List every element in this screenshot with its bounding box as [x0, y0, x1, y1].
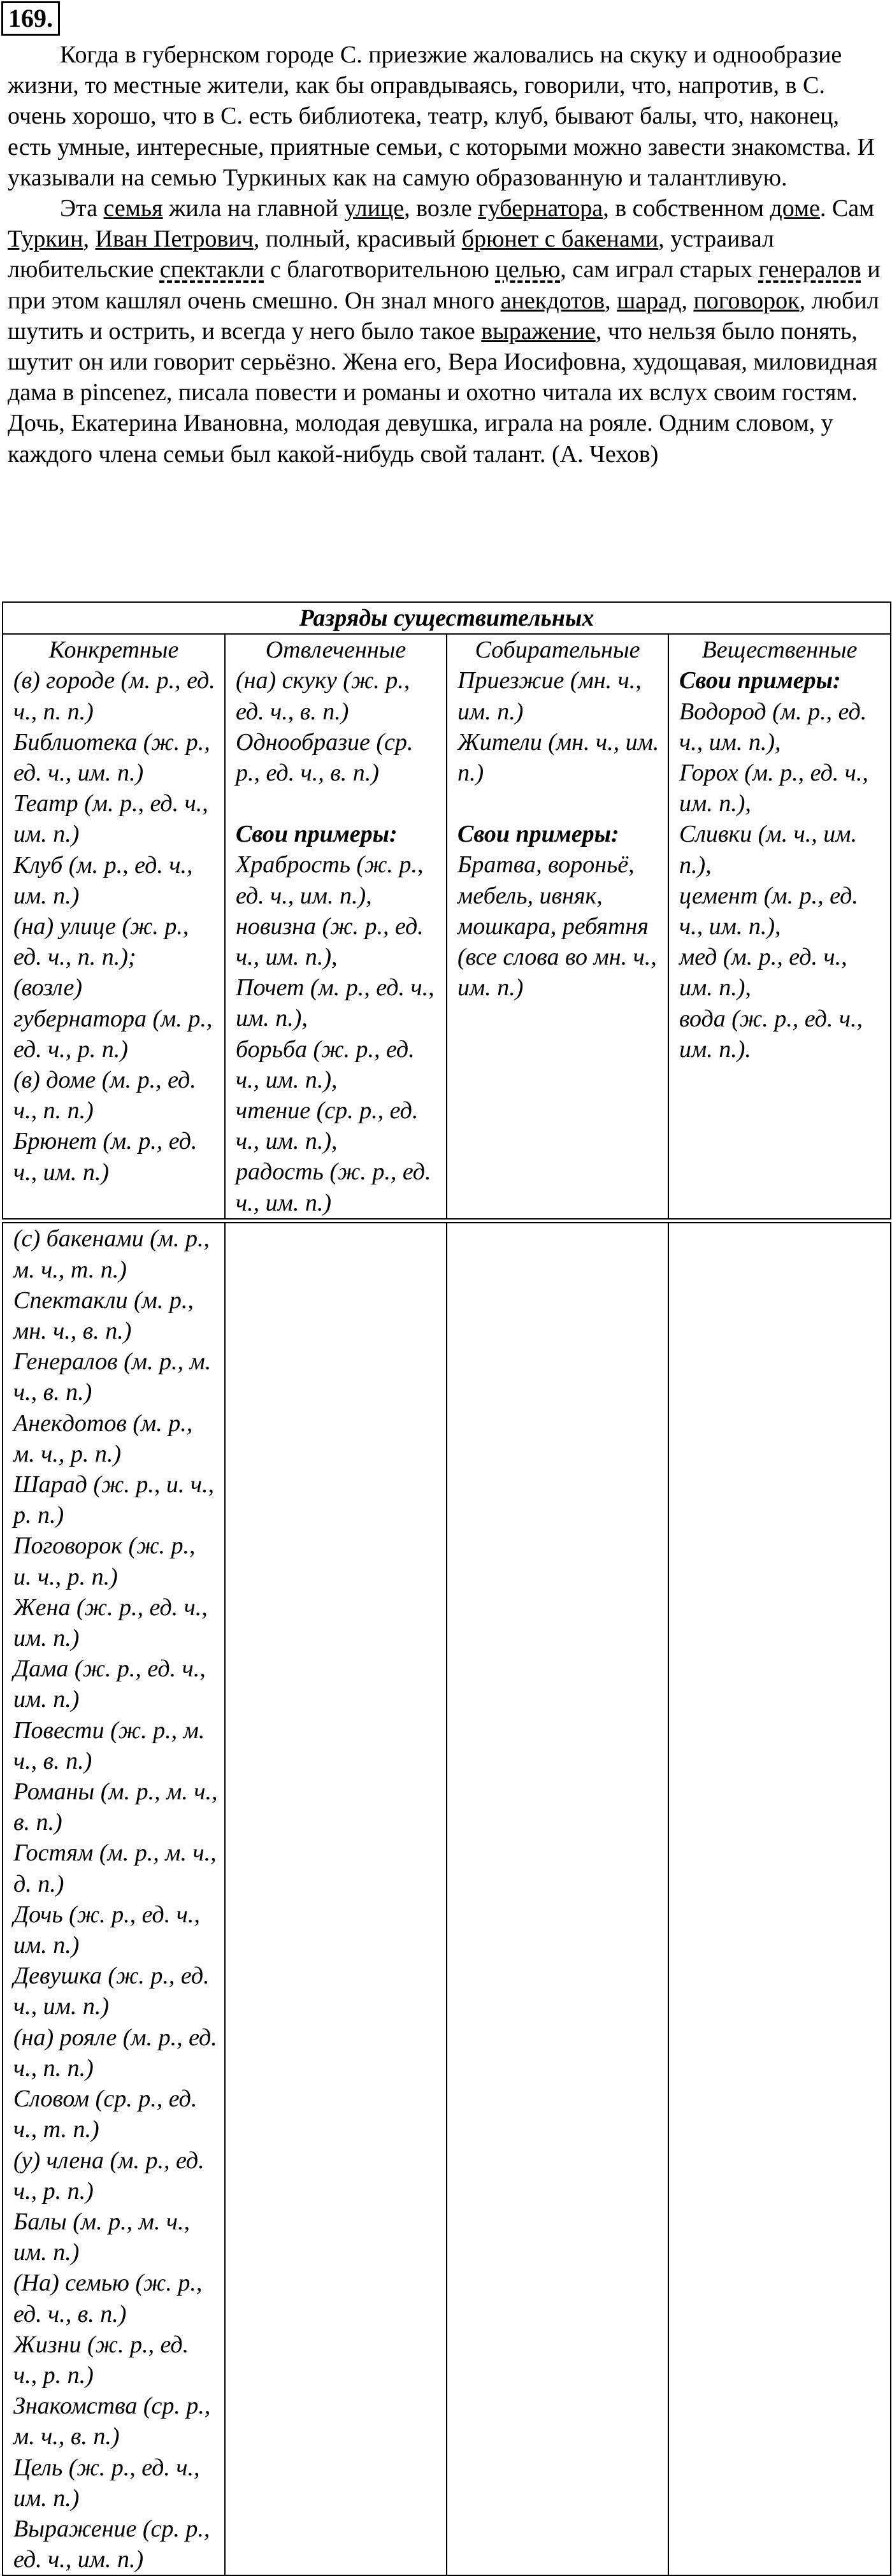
own-examples-label: Свои примеры: [236, 821, 398, 848]
underlined-noun: генералов [758, 256, 861, 284]
table-entry: Генералов (м. р., м. ч., в. п.) [13, 1348, 212, 1406]
underlined-noun: Туркин [8, 226, 83, 253]
table-entry: Приезжие (мн. ч., им. п.) [457, 667, 642, 725]
abstract-own-list [236, 849, 440, 1218]
underlined-noun: шарад [617, 287, 682, 314]
cell-abstract [225, 665, 447, 1219]
p2-seg: , что нельзя было понять, шутит он или говорит серьёзно. Жена его, Вера Иосифовна, худощавая, миловидная дама в pincenez, писала повести и романы и охотно читала их вслух своим гостям. Дочь, Екатерина Ивановна, молодая девушка, играла на рояле. Одним словом, у каждого члена семьи был какой-нибудь свой талант. (А. Чехов) [8, 317, 877, 468]
p2-seg: с благотворительною [264, 256, 496, 284]
table-entry: (на) рояле (м. р., ед. ч., п. п.) [13, 2024, 217, 2082]
table-entry: Жители (мн. ч., им. п.) [457, 728, 659, 787]
own-examples-label: Свои примеры: [679, 667, 841, 694]
table-entry: Анекдотов (м. р., м. ч., р. п.) [13, 1409, 193, 1467]
table-entry: Братва, вороньё, мебель, ивняк, мошкара, ребятня (все слова во мн. ч., им. п.) [457, 851, 657, 1002]
underlined-noun: спектакли [159, 256, 264, 284]
table-entry: чтение (ср. р., ед. ч., им. п.), [236, 1097, 419, 1155]
table-entry: мед (м. р., ед. ч., им. п.), [679, 944, 847, 1002]
table-entry: Почет (м. р., ед. ч., им. п.), [236, 974, 435, 1032]
table-entry: Гостям (м. р., м. ч., д. п.) [13, 1839, 217, 1897]
underlined-noun: губернатора [478, 195, 603, 222]
cell-collective [447, 665, 668, 1219]
table-entry: Театр (м. р., ед. ч., им. п.) [13, 790, 208, 848]
p2-seg: и при этом кашлял очень смешно. Он знал много [8, 256, 881, 314]
header-abstract: Отвлеченные [225, 634, 447, 665]
paragraph-1 [8, 40, 886, 193]
table-entry: Библиотека (ж. р., ед. ч., им. п.) [13, 728, 210, 787]
header-concrete: Конкретные [3, 634, 225, 665]
table-entry: Дама (ж. р., ед. ч., им. п.) [13, 1655, 206, 1713]
p2-seg: . Сам [819, 195, 875, 222]
table-entry: Храбрость (ж. р., ед. ч., им. п.), [236, 851, 424, 909]
table-entry: Водород (м. р., ед. ч., им. п.), [679, 698, 867, 756]
table-entry: Жизни (ж. р., ед. ч., р. п.) [13, 2331, 189, 2389]
abstract-list [236, 665, 440, 788]
table-entry: (в) доме (м. р., ед. ч., п. п.) [13, 1067, 196, 1125]
table-entry: Спектакли (м. р., мн. ч., в. п.) [13, 1286, 194, 1345]
p2-seg: , полный, красивый [253, 226, 462, 253]
table-entry: радость (ж. р., ед. ч., им. п.) [236, 1158, 431, 1216]
table-entry: Девушка (ж. р., ед. ч., им. п.) [13, 1962, 210, 2020]
p2-seg: , [681, 287, 694, 314]
cell-empty [668, 1223, 891, 2575]
table-entry: Брюнет (м. р., ед. ч., им. п.) [13, 1128, 198, 1186]
table-entry: Поговорок (ж. р., и. ч., р. п.) [13, 1532, 196, 1590]
collective-own-list [457, 849, 661, 1003]
noun-categories-table [2, 601, 891, 2576]
exercise-text [8, 40, 886, 470]
p2-seg: , возле [404, 195, 478, 222]
table-entry: Романы (м. р., м. ч., в. п.) [13, 1778, 218, 1836]
table-entry: (на) скуку (ж. р., ед. ч., в. п.) [236, 667, 410, 725]
p2-seg: Эта [60, 195, 104, 222]
header-collective: Собирательные [447, 634, 668, 665]
paragraph-1-text: Когда в губернском городе С. приезжие жаловались на скуку и однообразие жизни, то местные жители, как бы оправдываясь, говорили, что, напротив, в С. очень хорошо, что в С. есть библиотека, театр, клуб, бывают балы, что, наконец, есть умные, интересные, приятные семьи, с которыми можно завести знакомства. И указывали на семью Туркиных как на самую образованную и талантливую. [8, 41, 875, 191]
table-entry: Однообразие (ср. р., ед. ч., в. п.) [236, 728, 414, 787]
underlined-noun: анекдотов [500, 287, 605, 314]
table-entry: (в) городе (м. р., ед. ч., п. п.) [13, 667, 215, 725]
table-title: Разряды существительных [3, 602, 891, 634]
underlined-noun: улице [344, 195, 405, 222]
underlined-noun: выражение [481, 317, 596, 345]
p2-seg: , в собственном [603, 195, 770, 222]
table-entry: Цель (ж. р., ед. ч., им. п.) [13, 2454, 200, 2512]
p2-seg: , устраивал любительские [8, 226, 774, 284]
table-entry: Повести (ж. р., м. ч., в. п.) [13, 1716, 205, 1774]
table-entry: Жена (ж. р., ед. ч., им. п.) [13, 1594, 208, 1652]
table-entry: Сливки (м. ч., им. п.), [679, 821, 857, 879]
underlined-noun: Иван Петрович [95, 226, 254, 253]
table-entry: (На) семью (ж. р., ед. ч., в. п.) [13, 2270, 203, 2328]
table-entry: новизна (ж. р., ед. ч., им. п.), [236, 912, 424, 971]
header-material: Вещественные [668, 634, 891, 665]
p2-seg: , [83, 226, 96, 253]
material-own-list [679, 696, 884, 1065]
cell-empty [447, 1223, 668, 2575]
table-entry: борьба (ж. р., ед. ч., им. п.), [236, 1035, 415, 1093]
table-entry: Знакомства (ср. р., м. ч., в. п.) [13, 2393, 211, 2450]
own-examples-label: Свои примеры: [457, 821, 619, 848]
exercise-number: 169. [1, 1, 60, 36]
cell-material [668, 665, 891, 1219]
table-entry: Выражение (ср. р., ед. ч., им. п.) [13, 2515, 210, 2573]
cell-empty [225, 1223, 447, 2575]
p2-seg: жила на главной [162, 195, 345, 222]
underlined-noun: доме [770, 195, 820, 222]
table-entry: Дочь (ж. р., ед. ч., им. п.) [13, 1901, 200, 1959]
table-entry: Шарад (ж. р., и. ч., р. п.) [13, 1471, 214, 1529]
paragraph-2 [8, 193, 886, 470]
table-entry: (с) бакенами (м. р., м. ч., т. п.) [13, 1225, 210, 1283]
table-entry: (на) улице (ж. р., ед. ч., п. п.); [13, 913, 189, 971]
table-entry: Словом (ср. р., ед. ч., т. п.) [13, 2085, 198, 2143]
underlined-noun: целью [495, 256, 561, 284]
cell-concrete-more [3, 1223, 225, 2575]
table-entry: цемент (м. р., ед. ч., им. п.), [679, 882, 858, 940]
table-entry: Клуб (м. р., ед. ч., им. п.) [13, 851, 193, 909]
table-entry: Горох (м. р., ед. ч., им. п.), [679, 759, 868, 817]
table-entry: (возле) губернатора (м. р., ед. ч., р. п.) [13, 974, 213, 1063]
underlined-noun: поговорок [693, 287, 800, 314]
table-entry: Балы (м. р., м. ч., им. п.) [13, 2208, 191, 2266]
collective-list [457, 665, 661, 788]
p2-seg: , [605, 287, 617, 314]
cell-concrete [3, 665, 225, 1219]
underlined-noun: семья [103, 195, 163, 222]
table-entry: вода (ж. р., ед. ч., им. п.). [679, 1005, 863, 1063]
underlined-noun: брюнет с бакенами [461, 226, 659, 253]
table-entry: (у) члена (м. р., ед. ч., р. п.) [13, 2147, 205, 2205]
p2-seg: , сам играл старых [560, 256, 759, 284]
p2-seg: , любил шутить и острить, и всегда у него было такое [8, 287, 879, 345]
